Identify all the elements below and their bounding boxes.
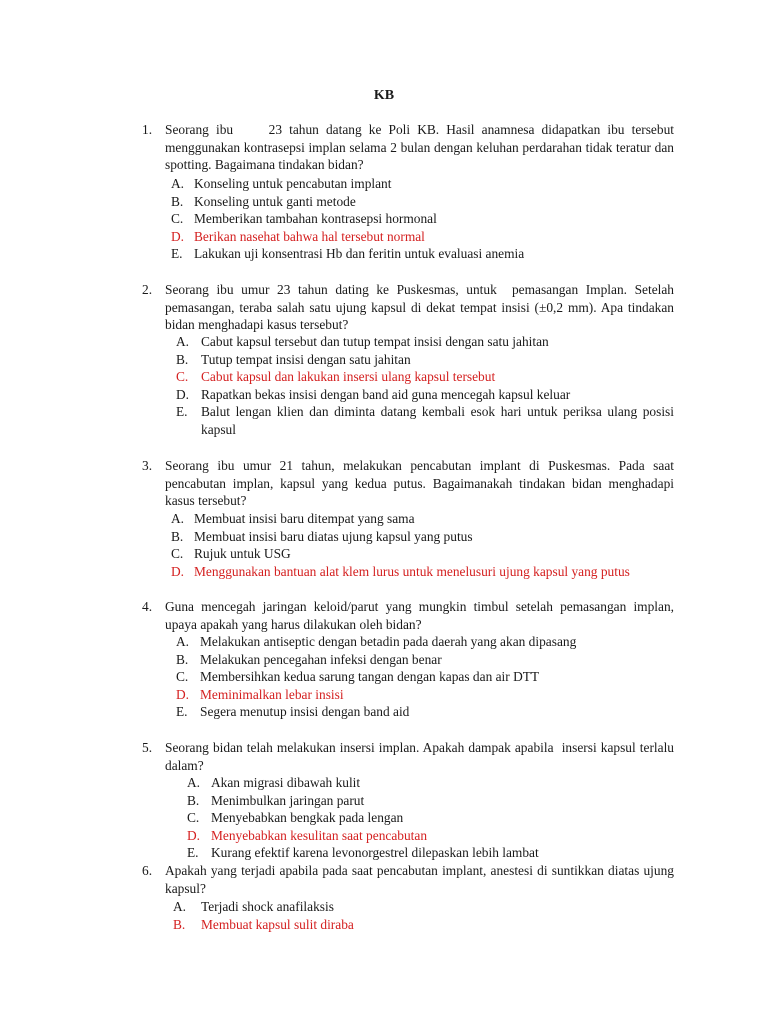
option-letter: B. xyxy=(171,528,184,544)
option-letter: E. xyxy=(187,845,199,860)
question-number: 6. xyxy=(142,863,153,878)
option-letter: E. xyxy=(176,404,188,419)
option-letter: E. xyxy=(176,704,188,719)
question-number: 5. xyxy=(142,740,153,755)
option-letter: B. xyxy=(176,651,189,667)
option-text: Rapatkan bekas insisi dengan band aid guna mencegah kapsul keluar xyxy=(201,386,571,402)
option-letter: C. xyxy=(187,810,200,825)
option-letter: A. xyxy=(176,334,190,349)
option-text: Berikan nasehat bahwa hal tersebut normal xyxy=(194,228,425,244)
question-text: Seorang ibu umur 23 tahun dating ke Puskesmas, untuk pemasangan Implan. Setelah pemasangan, teraba salah satu ujung kapsul di dekat tempat insisi (±0,2 mm). Apa tindakan bidan menghadapi kasus tersebut? xyxy=(165,282,678,332)
option-text: Memberikan tambahan kontrasepsi hormonal xyxy=(194,211,437,226)
option-text: Cabut kapsul dan lakukan insersi ulang kapsul tersebut xyxy=(201,369,496,384)
option-letter: C. xyxy=(176,669,189,684)
option-letter: D. xyxy=(171,563,185,579)
option-letter: C. xyxy=(171,211,184,226)
option-letter: A. xyxy=(173,899,187,914)
option-text: Rujuk untuk USG xyxy=(194,546,291,561)
option-text: Cabut kapsul tersebut dan tutup tempat insisi dengan satu jahitan xyxy=(201,334,549,349)
option-letter: A. xyxy=(176,634,190,649)
option-letter: D. xyxy=(176,686,190,702)
option-text: Menyebabkan kesulitan saat pencabutan xyxy=(211,827,428,843)
question-text: Guna mencegah jaringan keloid/parut yang mungkin timbul setelah pemasangan implan, upaya apakah yang harus dilakukan oleh bidan? xyxy=(165,599,678,632)
question-number: 3. xyxy=(142,458,153,473)
option-letter: A. xyxy=(171,511,185,526)
question-number: 1. xyxy=(142,122,153,137)
option-letter: E. xyxy=(171,246,183,261)
option-text: Segera menutup insisi dengan band aid xyxy=(200,704,410,719)
option-text: Tutup tempat insisi dengan satu jahitan xyxy=(201,351,411,367)
option-text: Balut lengan klien dan diminta datang kembali esok hari untuk periksa ulang posisi kapsul xyxy=(201,404,678,437)
option-letter: C. xyxy=(176,369,189,384)
option-text: Konseling untuk pencabutan implant xyxy=(194,176,392,191)
option-text: Terjadi shock anafilaksis xyxy=(201,899,334,914)
option-letter: D. xyxy=(187,827,201,843)
option-text: Konseling untuk ganti metode xyxy=(194,193,356,209)
option-letter: A. xyxy=(187,775,201,790)
option-text: Meminimalkan lebar insisi xyxy=(200,686,344,702)
question-text: Seorang ibu umur 21 tahun, melakukan pencabutan implant di Puskesmas. Pada saat pencabutan implan, kapsul yang kedua putus. Bagaimanakah tindakan bidan menghadapi kasus tersebut? xyxy=(165,458,678,508)
option-text: Membuat insisi baru diatas ujung kapsul yang putus xyxy=(194,528,473,544)
option-text: Menyebabkan bengkak pada lengan xyxy=(211,810,404,825)
option-text: Akan migrasi dibawah kulit xyxy=(211,775,361,790)
option-text: Melakukan pencegahan infeksi dengan benar xyxy=(200,651,442,667)
option-letter: A. xyxy=(171,176,185,191)
option-text: Membuat insisi baru ditempat yang sama xyxy=(194,511,415,526)
question-text: Seorang bidan telah melakukan insersi implan. Apakah dampak apabila insersi kapsul terlalu dalam? xyxy=(165,740,678,773)
option-letter: C. xyxy=(171,546,184,561)
option-text: Membersihkan kedua sarung tangan dengan kapas dan air DTT xyxy=(200,669,540,684)
document-title: KB xyxy=(373,88,395,103)
option-letter: D. xyxy=(176,386,190,402)
option-letter: D. xyxy=(171,228,185,244)
option-letter: B. xyxy=(187,792,200,808)
question-text: Apakah yang terjadi apabila pada saat pencabutan implant, anestesi di suntikkan diatas ujung kapsul? xyxy=(165,863,678,896)
option-text: Membuat kapsul sulit diraba xyxy=(201,916,354,932)
question-number: 4. xyxy=(142,599,153,614)
option-text: Melakukan antiseptic dengan betadin pada daerah yang akan dipasang xyxy=(200,634,577,649)
option-text: Menimbulkan jaringan parut xyxy=(211,792,365,808)
option-letter: B. xyxy=(176,351,189,367)
question-text: Seorang ibu 23 tahun datang ke Poli KB. Hasil anamnesa didapatkan ibu tersebut menggunakan kontrasepsi implan selama 2 bulan dengan keluhan perdarahan tidak teratur dan spotting. Bagaimana tindakan bidan? xyxy=(165,122,678,172)
option-text: Menggunakan bantuan alat klem lurus untuk menelusuri ujung kapsul yang putus xyxy=(194,563,630,579)
option-letter: B. xyxy=(171,193,184,209)
question-number: 2. xyxy=(142,282,153,297)
option-text: Lakukan uji konsentrasi Hb dan feritin untuk evaluasi anemia xyxy=(194,246,525,261)
option-letter: B. xyxy=(173,916,186,932)
option-text: Kurang efektif karena levonorgestrel dilepaskan lebih lambat xyxy=(211,845,539,860)
